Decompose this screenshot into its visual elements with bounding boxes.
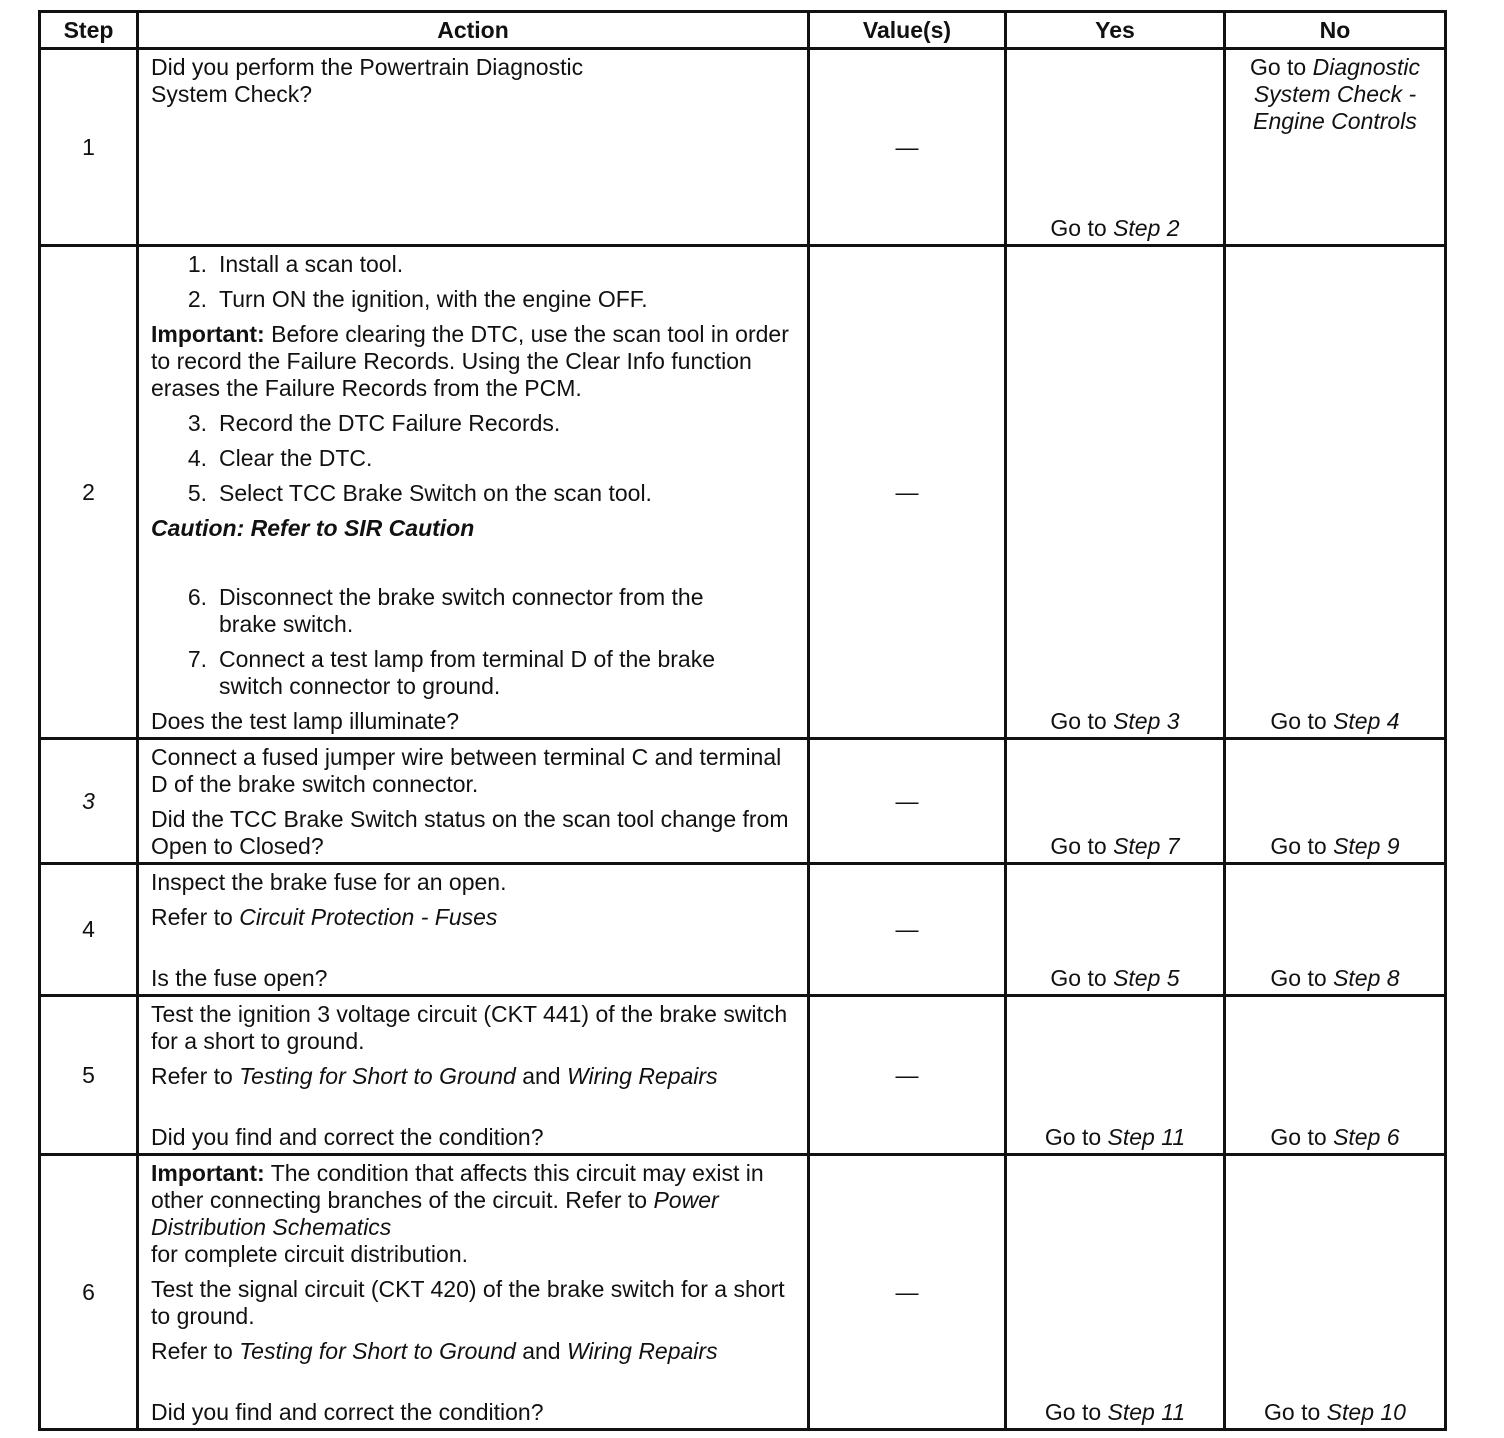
list-num: 6.: [187, 584, 207, 610]
list-text: Turn ON the ignition, with the engine OFF.: [219, 286, 648, 312]
important-text: The condition that affects this circuit may exist in other connecting branches of the circuit. Refer to: [151, 1160, 764, 1213]
yes-cell: [1006, 1155, 1225, 1430]
no-cell: [1225, 864, 1446, 996]
important-label: Important:: [151, 321, 265, 347]
refer-link[interactable]: Testing for Short to Ground: [239, 1063, 516, 1089]
value-cell: —: [809, 739, 1006, 864]
no-cell: [1225, 1155, 1446, 1430]
table-row: [40, 996, 1446, 1155]
yes-prefix: Go to: [1044, 1124, 1108, 1150]
no-prefix: Go to: [1270, 833, 1334, 859]
spacer: [151, 1098, 801, 1124]
action-text: Test the signal circuit (CKT 420) of the brake switch for a short to ground.: [151, 1276, 785, 1329]
yes-link[interactable]: Step 11: [1107, 1399, 1186, 1425]
list-text: Disconnect the brake switch connector from the brake switch.: [219, 584, 704, 637]
value-cell: —: [809, 49, 1006, 246]
no-prefix: Go to: [1264, 1399, 1327, 1425]
yes-link[interactable]: Step 7: [1113, 833, 1180, 859]
no-prefix: Go to: [1270, 1124, 1334, 1150]
caution-note: [151, 515, 801, 542]
list-num: 4.: [187, 445, 207, 471]
refer-prefix: Refer to: [151, 1063, 240, 1089]
list-text: Clear the DTC.: [219, 445, 373, 471]
yes-cell: [1006, 864, 1225, 996]
refer-prefix: Refer to: [151, 1338, 240, 1364]
list-num: 3.: [187, 410, 207, 436]
list-item: [151, 480, 801, 507]
no-link[interactable]: Step 9: [1333, 833, 1400, 859]
refer-link[interactable]: Wiring Repairs: [566, 1338, 718, 1364]
yes-prefix: Go to: [1050, 215, 1114, 241]
yes-link[interactable]: Step 11: [1107, 1124, 1186, 1150]
list-item: [151, 584, 801, 638]
yes-prefix: Go to: [1044, 1399, 1108, 1425]
action-text: Did you perform the Powertrain Diagnostic System Check?: [151, 54, 584, 107]
list-num: 1.: [187, 251, 207, 277]
refer-link[interactable]: Circuit Protection - Fuses: [239, 904, 498, 930]
yes-link[interactable]: Step 2: [1113, 215, 1180, 241]
important-tail: for complete circuit distribution.: [151, 1241, 469, 1267]
list-num: 2.: [187, 286, 207, 312]
header-no: No: [1225, 12, 1446, 49]
refer-prefix: Refer to: [151, 904, 240, 930]
no-prefix: Go to: [1249, 54, 1313, 80]
no-link[interactable]: Diagnostic System Check - Engine Controls: [1253, 54, 1421, 134]
action-cell: [138, 864, 809, 996]
yes-cell: [1006, 996, 1225, 1155]
important-note: [151, 321, 801, 402]
question-text: Is the fuse open?: [151, 965, 328, 991]
yes-link[interactable]: Step 5: [1113, 965, 1180, 991]
value-cell: —: [809, 1155, 1006, 1430]
value-cell: —: [809, 246, 1006, 739]
question-text: Does the test lamp illuminate?: [151, 708, 460, 734]
table-row: [40, 739, 1446, 864]
header-yes: Yes: [1006, 12, 1225, 49]
list-item: [151, 410, 801, 437]
list-text: Select TCC Brake Switch on the scan tool.: [219, 480, 652, 506]
step-number: 4: [40, 864, 138, 996]
action-cell: [138, 246, 809, 739]
header-action: Action: [138, 12, 809, 49]
caution-text: Caution: Refer to SIR Caution: [151, 515, 475, 541]
no-cell: [1225, 739, 1446, 864]
value-cell: —: [809, 864, 1006, 996]
step-number: 1: [40, 49, 138, 246]
step-number: 2: [40, 246, 138, 739]
list-item: [151, 251, 801, 278]
yes-link[interactable]: Step 3: [1113, 708, 1180, 734]
no-link[interactable]: Step 10: [1326, 1399, 1406, 1425]
refer-text: [151, 1063, 801, 1090]
refer-link[interactable]: Testing for Short to Ground: [239, 1338, 516, 1364]
question-text: Did you find and correct the condition?: [151, 1124, 544, 1150]
list-text: Install a scan tool.: [219, 251, 404, 277]
refer-text: [151, 904, 801, 931]
action-text: Connect a fused jumper wire between terminal C and terminal D of the brake switch connector.: [151, 744, 782, 797]
yes-prefix: Go to: [1050, 708, 1114, 734]
yes-prefix: Go to: [1050, 833, 1114, 859]
table-row: [40, 1155, 1446, 1430]
step-number: 3: [40, 739, 138, 864]
spacer: [151, 939, 801, 965]
yes-prefix: Go to: [1050, 965, 1114, 991]
refer-link[interactable]: Wiring Repairs: [566, 1063, 718, 1089]
table-row: [40, 864, 1446, 996]
header-step: Step: [40, 12, 138, 49]
list-item: [151, 445, 801, 472]
yes-cell: [1006, 49, 1225, 246]
yes-cell: [1006, 246, 1225, 739]
action-cell: [138, 996, 809, 1155]
no-prefix: Go to: [1270, 965, 1334, 991]
important-label: Important:: [151, 1160, 265, 1186]
diagnostic-table: [38, 10, 1447, 1431]
table-row: [40, 49, 1446, 246]
header-row: [40, 12, 1446, 49]
action-text: Inspect the brake fuse for an open.: [151, 869, 507, 895]
list-num: 5.: [187, 480, 207, 506]
no-cell: [1225, 246, 1446, 739]
spacer: [151, 1373, 801, 1399]
no-prefix: Go to: [1270, 708, 1334, 734]
no-cell: [1225, 996, 1446, 1155]
important-text: Before clearing the DTC, use the scan tool in order to record the Failure Records. Using the Clear Info function erases the Failure Records from the PCM.: [151, 321, 789, 401]
action-cell: [138, 739, 809, 864]
value-cell: —: [809, 996, 1006, 1155]
no-link[interactable]: Step 8: [1333, 965, 1400, 991]
header-values: Value(s): [809, 12, 1006, 49]
refer-text: [151, 1338, 801, 1365]
step-number: 6: [40, 1155, 138, 1430]
list-text: Record the DTC Failure Records.: [219, 410, 561, 436]
no-cell: [1225, 49, 1446, 246]
action-cell: [138, 1155, 809, 1430]
question-text: Did you find and correct the condition?: [151, 1399, 544, 1425]
action-cell: [138, 49, 809, 246]
action-text: Test the ignition 3 voltage circuit (CKT 441) of the brake switch for a short to ground.: [151, 1001, 788, 1054]
no-link[interactable]: Step 6: [1333, 1124, 1400, 1150]
table-row: [40, 246, 1446, 739]
step-number: 5: [40, 996, 138, 1155]
list-item: [151, 646, 801, 700]
refer-and: and: [515, 1063, 567, 1089]
list-item: [151, 286, 801, 313]
yes-cell: [1006, 739, 1225, 864]
refer-and: and: [515, 1338, 567, 1364]
list-text: Connect a test lamp from terminal D of the brake switch connector to ground.: [219, 646, 715, 699]
question-text: Did the TCC Brake Switch status on the scan tool change from Open to Closed?: [151, 806, 789, 859]
no-link[interactable]: Step 4: [1333, 708, 1400, 734]
list-num: 7.: [187, 646, 207, 672]
important-note: [151, 1160, 801, 1268]
spacer: [151, 550, 801, 584]
important-link[interactable]: Power Distribution Schematics: [151, 1187, 719, 1240]
